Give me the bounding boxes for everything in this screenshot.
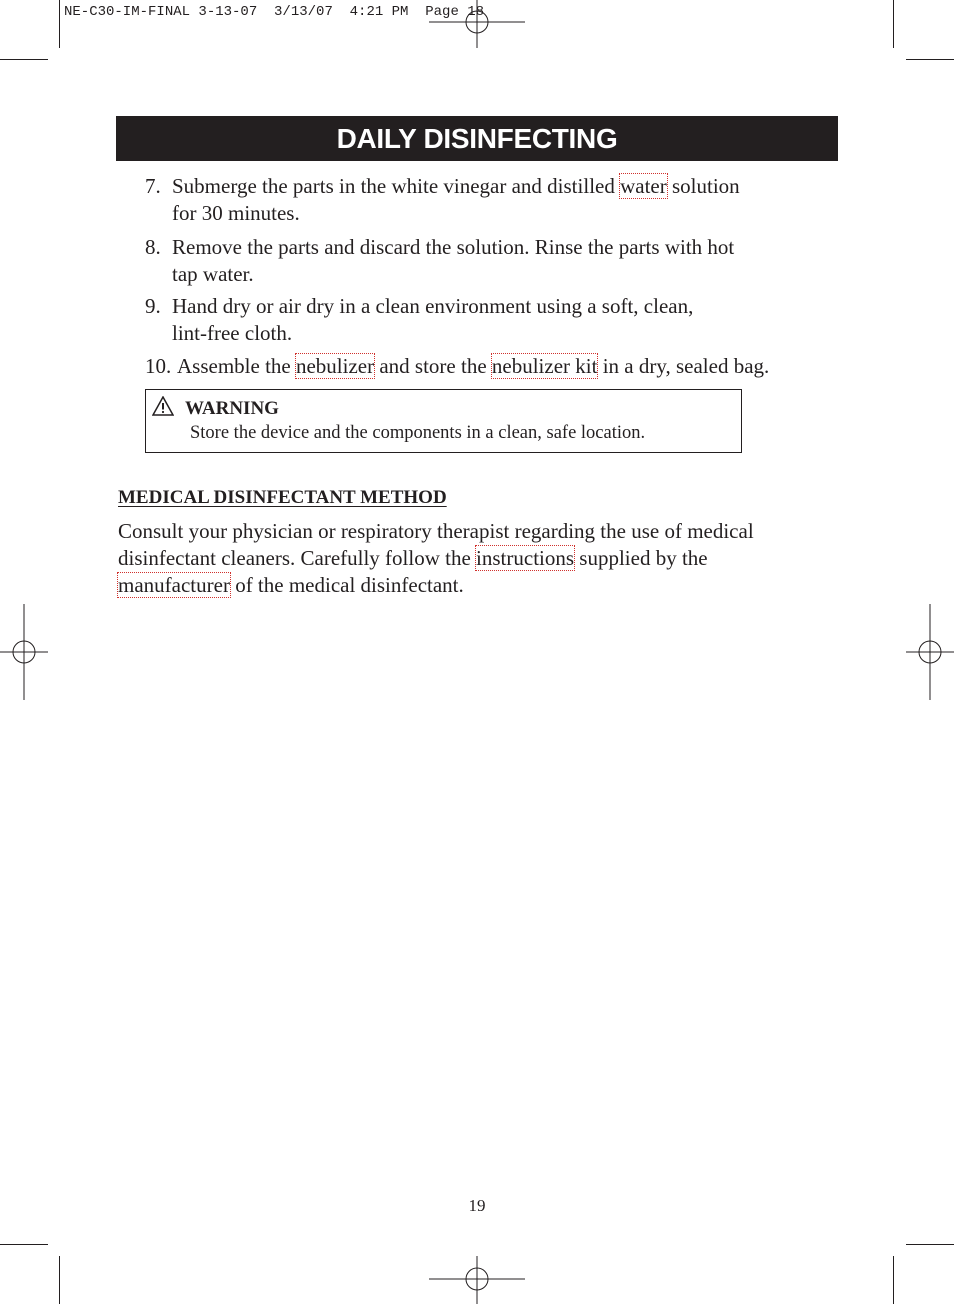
step-text: Assemble the nebulizer and store the nebulizer kit in a dry, sealed bag.: [177, 354, 770, 378]
crop-mark: [893, 0, 894, 48]
warning-triangle-icon: [152, 396, 174, 416]
highlighted-term: instructions: [476, 546, 575, 570]
registration-mark-icon: [429, 0, 525, 48]
page-number: 19: [468, 1196, 486, 1215]
highlighted-term: nebulizer kit: [491, 354, 598, 378]
step-number: 10.: [145, 354, 172, 378]
crop-mark: [59, 1256, 60, 1304]
step-text: Remove the parts and discard the solution. Rinse the parts with hot tap water.: [172, 235, 735, 286]
warning-box: [145, 389, 742, 453]
registration-mark-icon: [906, 604, 954, 700]
section-paragraph: Consult your physician or respiratory therapist regarding the use of medical disinfectant cleaners. Carefully follow the instructions supplied by the manufacturer of the medical disinfectant.: [118, 519, 754, 597]
section-title: MEDICAL DISINFECTANT METHOD: [118, 487, 447, 508]
crop-mark: [59, 0, 60, 48]
step-number: 7.: [145, 174, 161, 198]
registration-mark-icon: [429, 1256, 525, 1304]
crop-mark: [0, 59, 48, 60]
highlighted-term: water: [620, 174, 667, 198]
step-text: Hand dry or air dry in a clean environment using a soft, clean, lint-free cloth.: [172, 294, 694, 345]
crop-mark: [0, 1244, 48, 1245]
highlighted-term: nebulizer: [295, 354, 375, 378]
registration-mark-icon: [0, 604, 48, 700]
crop-mark: [906, 59, 954, 60]
step-number: 9.: [145, 294, 161, 318]
crop-mark: [893, 1256, 894, 1304]
step-text: Submerge the parts in the white vinegar and distilled water solution for 30 minutes.: [172, 174, 740, 225]
print-slug: NE-C30-IM-FINAL 3-13-07 3/13/07 4:21 PM Page 18: [64, 4, 485, 20]
step-number: 8.: [145, 235, 161, 259]
crop-mark: [906, 1244, 954, 1245]
warning-title: WARNING: [185, 398, 279, 419]
warning-text: Store the device and the components in a clean, safe location.: [190, 423, 646, 443]
highlighted-term: manufacturer: [118, 573, 230, 597]
section-header-bar: [116, 116, 838, 161]
page-title: DAILY DISINFECTING: [336, 122, 618, 154]
